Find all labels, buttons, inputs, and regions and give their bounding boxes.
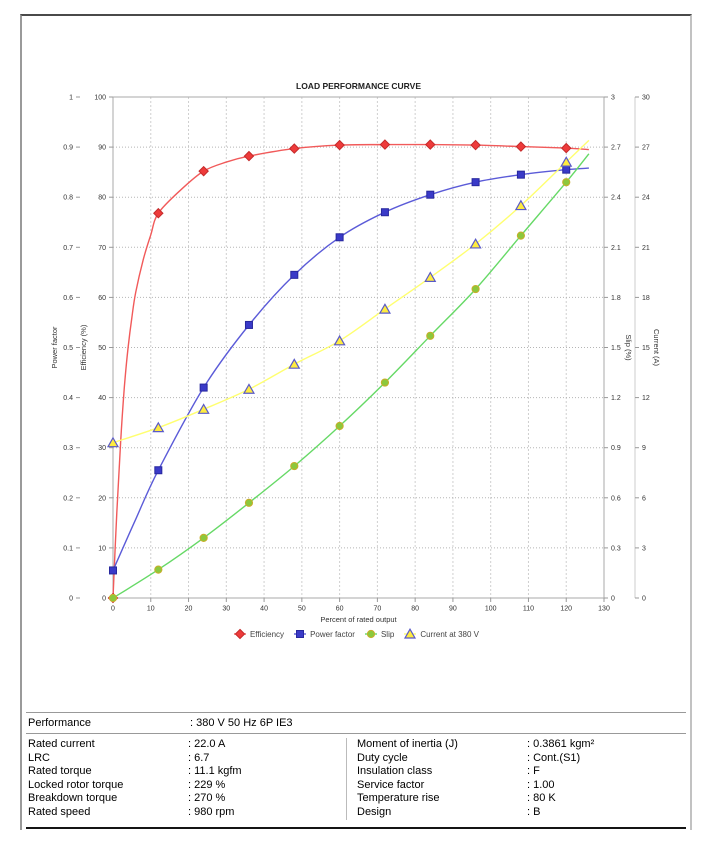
svg-text:0.6: 0.6	[63, 294, 73, 302]
spec-column-right	[347, 738, 686, 820]
svg-text:50: 50	[297, 605, 306, 613]
svg-text:0: 0	[111, 605, 115, 613]
spec-value: : 380 V 50 Hz 6P IE3	[190, 717, 293, 729]
spec-row	[28, 792, 346, 806]
svg-text:60: 60	[98, 294, 106, 302]
svg-text:0.9: 0.9	[63, 144, 73, 152]
spec-row	[357, 738, 686, 752]
svg-text:0.7: 0.7	[63, 244, 73, 252]
svg-text:21: 21	[642, 244, 650, 252]
svg-text:0.9: 0.9	[611, 445, 621, 453]
spec-columns	[26, 734, 686, 827]
performance-row	[26, 713, 686, 734]
svg-text:60: 60	[335, 605, 344, 613]
current-axis	[635, 95, 650, 603]
svg-text:10: 10	[98, 545, 106, 553]
svg-text:50: 50	[98, 345, 106, 352]
svg-text:0.3: 0.3	[63, 445, 73, 453]
triangle-marker-icon	[403, 628, 417, 640]
report-frame	[20, 14, 692, 830]
load-performance-chart	[22, 16, 690, 626]
spec-row	[28, 765, 346, 779]
spec-value: : 980 rpm	[188, 805, 235, 818]
svg-text:2.7: 2.7	[611, 144, 621, 152]
svg-text:130: 130	[598, 605, 610, 613]
svg-text:0: 0	[69, 595, 73, 603]
spec-label: Breakdown torque	[28, 792, 118, 805]
svg-text:20: 20	[98, 495, 106, 503]
svg-text:12: 12	[642, 395, 650, 403]
spec-label: Temperature rise	[357, 792, 440, 805]
svg-text:90: 90	[98, 144, 106, 152]
svg-text:0.2: 0.2	[63, 495, 73, 503]
spec-row	[28, 752, 346, 766]
svg-text:10: 10	[146, 605, 155, 613]
spec-value: : B	[527, 805, 541, 818]
spec-label: Insulation class	[357, 765, 433, 778]
svg-text:40: 40	[98, 395, 106, 403]
svg-text:30: 30	[642, 94, 650, 102]
legend-item-current-at-380-v	[403, 628, 479, 640]
svg-text:2.1: 2.1	[611, 244, 621, 252]
svg-text:70: 70	[98, 244, 106, 252]
svg-text:100: 100	[94, 94, 106, 102]
legend-item-efficiency	[233, 628, 284, 640]
spec-value: : 229 %	[188, 778, 226, 791]
circle-marker-icon	[364, 628, 378, 640]
svg-text:6: 6	[642, 495, 646, 503]
spec-label: Service factor	[357, 778, 425, 791]
spec-value: : 22.0 A	[188, 738, 226, 750]
spec-row	[28, 779, 346, 793]
svg-text:80: 80	[411, 605, 420, 613]
svg-text:100: 100	[484, 605, 497, 613]
legend-item-slip	[364, 628, 394, 640]
svg-text:3: 3	[642, 545, 646, 553]
svg-text:0.1: 0.1	[63, 545, 73, 553]
diamond-marker-icon	[233, 628, 247, 640]
spec-label: Moment of inertia (J)	[357, 738, 458, 750]
spec-label: Rated speed	[28, 805, 91, 818]
slip-series	[109, 154, 589, 602]
spec-value: : 270 %	[188, 792, 226, 805]
legend-label: Power factor	[310, 629, 355, 639]
slip-axis	[604, 95, 621, 603]
svg-text:0.5: 0.5	[63, 345, 73, 352]
spec-label: Rated current	[28, 738, 95, 750]
spec-row	[357, 792, 686, 806]
spec-row	[28, 806, 346, 820]
svg-text:0.6: 0.6	[611, 495, 621, 503]
svg-text:20: 20	[184, 605, 193, 613]
svg-text:0.3: 0.3	[611, 545, 621, 553]
power-factor-axis-title: Power factor	[50, 326, 59, 369]
spec-label: Duty cycle	[357, 751, 408, 764]
svg-text:120: 120	[560, 605, 573, 613]
svg-text:30: 30	[98, 445, 106, 453]
spec-label: Design	[357, 805, 392, 818]
spec-row	[357, 752, 686, 766]
chart-title: LOAD PERFORMANCE CURVE	[296, 81, 421, 91]
square-marker-icon	[293, 628, 307, 640]
slip-axis-title: Slip (%)	[624, 334, 633, 361]
svg-text:1.5: 1.5	[611, 345, 621, 352]
power-factor-series	[110, 166, 589, 574]
spec-value: : 1.00	[527, 778, 555, 791]
spec-label: LRC	[28, 751, 51, 764]
legend-item-power-factor	[293, 628, 355, 640]
spec-value: : F	[527, 765, 540, 778]
spec-value: : 6.7	[188, 751, 210, 764]
x-axis-title: Percent of rated output	[320, 615, 397, 624]
spec-value: : Cont.(S1)	[527, 751, 581, 764]
svg-text:1.8: 1.8	[611, 294, 621, 302]
current-axis-title: Current (A)	[652, 328, 661, 367]
chart-legend	[22, 627, 690, 641]
power_factor-axis	[63, 95, 80, 603]
spec-row	[28, 738, 346, 752]
spec-value: : 11.1 kgfm	[188, 765, 242, 778]
svg-text:40: 40	[260, 605, 268, 613]
svg-text:0.8: 0.8	[63, 194, 73, 202]
svg-text:1: 1	[69, 94, 73, 102]
spec-label: Rated torque	[28, 765, 92, 778]
efficiency-axis	[94, 95, 113, 603]
efficiency-axis-title: Efficiency (%)	[79, 324, 88, 371]
spec-label: Performance	[28, 717, 91, 729]
svg-text:0: 0	[102, 595, 106, 603]
performance-table	[26, 712, 686, 829]
svg-text:0.4: 0.4	[63, 395, 73, 403]
svg-text:27: 27	[642, 144, 650, 152]
spec-row	[357, 806, 686, 820]
spec-column-left	[26, 738, 347, 820]
svg-text:80: 80	[98, 194, 106, 202]
legend-label: Slip	[380, 629, 395, 639]
spec-value: : 80 K	[527, 792, 556, 805]
svg-text:1.2: 1.2	[611, 395, 621, 403]
svg-text:0: 0	[642, 595, 646, 603]
legend-label: Efficiency	[249, 629, 285, 639]
x-axis	[111, 598, 610, 613]
svg-text:9: 9	[642, 445, 646, 453]
svg-text:15: 15	[642, 345, 650, 352]
svg-text:0: 0	[611, 595, 615, 603]
svg-text:110: 110	[522, 605, 535, 613]
spec-row	[357, 779, 686, 793]
current-at-380-v-series	[108, 140, 589, 446]
svg-text:70: 70	[373, 605, 382, 613]
y-gridlines	[113, 147, 604, 548]
legend-label: Current at 380 V	[420, 629, 480, 639]
svg-text:30: 30	[222, 605, 231, 613]
spec-row	[357, 765, 686, 779]
svg-text:18: 18	[642, 294, 650, 302]
svg-text:24: 24	[642, 194, 650, 202]
spec-label: Locked rotor torque	[28, 778, 124, 791]
svg-text:90: 90	[449, 605, 457, 613]
spec-value: : 0.3861 kgm²	[527, 738, 595, 750]
svg-text:2.4: 2.4	[611, 194, 621, 202]
svg-text:3: 3	[611, 94, 615, 102]
